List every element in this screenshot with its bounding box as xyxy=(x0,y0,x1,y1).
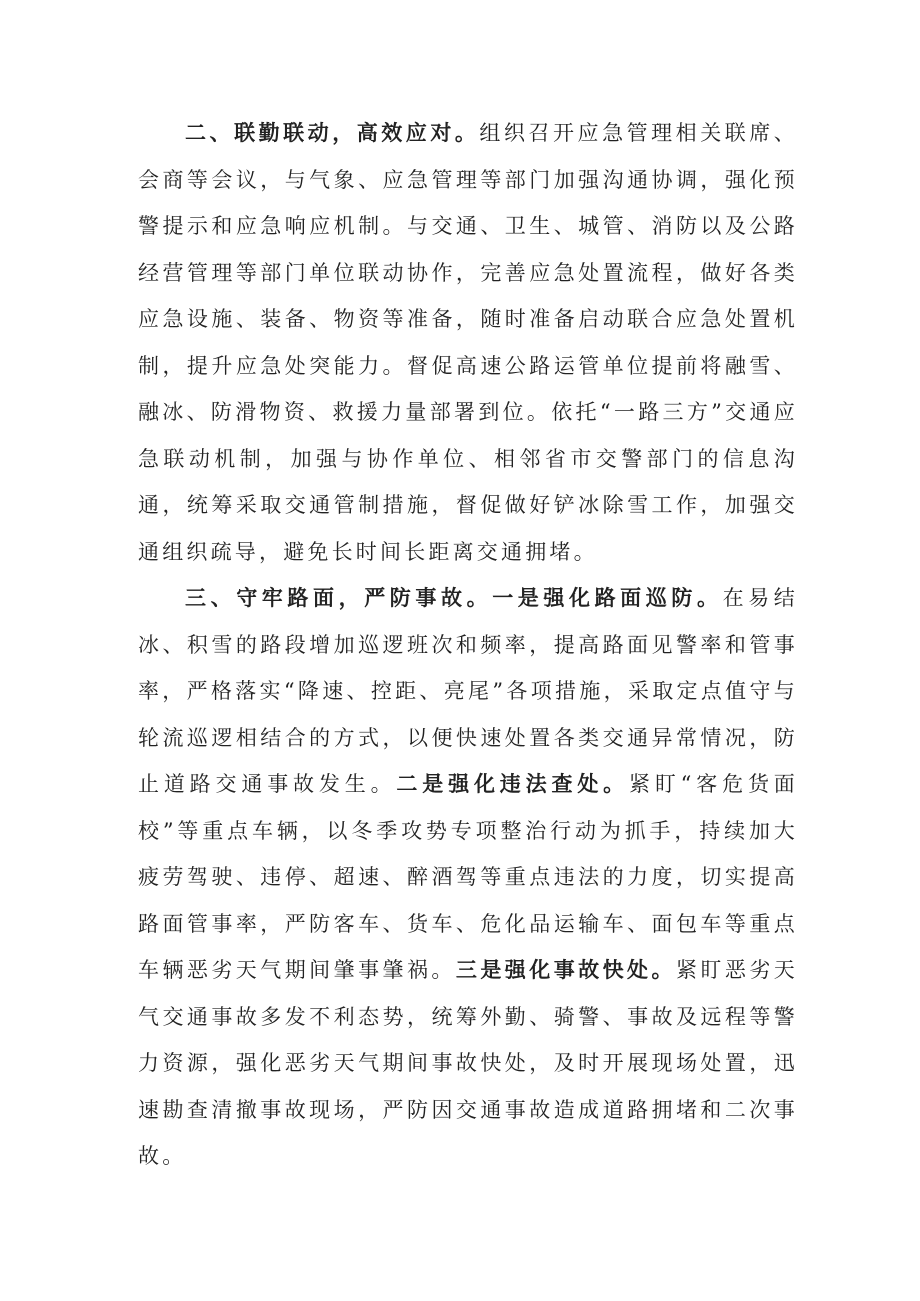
paragraph-text: 在易结冰、积雪的路段增加巡逻班次和频率，提高路面见警率和管事率，严格落实“降速、控距、亮尾”各项措施，采取定点值守与轮流巡逻相结合的方式，以便快速处置各类交通异常情况，防止道路交通事故发生。 xyxy=(138,586,798,796)
paragraph-text: 紧盯恶劣天气交通事故多发不利态势，统筹外勤、骑警、事故及远程等警力资源，强化恶劣天气期间事故快处，及时开展现场处置，迅速勘查清撤事故现场，严防因交通事故造成道路拥堵和二次事故。 xyxy=(138,958,798,1168)
paragraph-text: 紧盯“客危货面校”等重点车辆，以冬季攻势专项整治行动为抓手，持续加大疲劳驾驶、违停、超速、醉酒驾等重点违法的力度，切实提高路面管事率，严防客车、货车、危化品运输车、面包车等重点车辆恶劣天气期间肇事肇祸。 xyxy=(138,772,798,982)
document-page xyxy=(138,110,798,1180)
section-heading-road-safety: 三、守牢路面，严防事故。 xyxy=(185,586,493,610)
subheading-violation-enforcement: 二是强化违法查处。 xyxy=(396,772,629,796)
paragraph-road-safety xyxy=(138,575,798,1180)
subheading-road-patrol: 一是强化路面巡防。 xyxy=(492,586,723,610)
subheading-accident-handling: 三是强化事故快处。 xyxy=(455,958,676,982)
section-heading-joint-response: 二、联勤联动，高效应对。 xyxy=(185,121,480,145)
paragraph-text: 组织召开应急管理相关联席、会商等会议，与气象、应急管理等部门加强沟通协调，强化预警提示和应急响应机制。与交通、卫生、城管、消防以及公路经营管理等部门单位联动协作，完善应急处置流程，做好各类应急设施、装备、物资等准备，随时准备启动联合应急处置机制，提升应急处突能力。督促高速公路运管单位提前将融雪、融冰、防滑物资、救援力量部署到位。依托“一路三方”交通应急联动机制，加强与协作单位、相邻省市交警部门的信息沟通，统筹采取交通管制措施，督促做好铲冰除雪工作，加强交通组织疏导，避免长时间长距离交通拥堵。 xyxy=(138,121,798,564)
paragraph-joint-response xyxy=(138,110,798,575)
